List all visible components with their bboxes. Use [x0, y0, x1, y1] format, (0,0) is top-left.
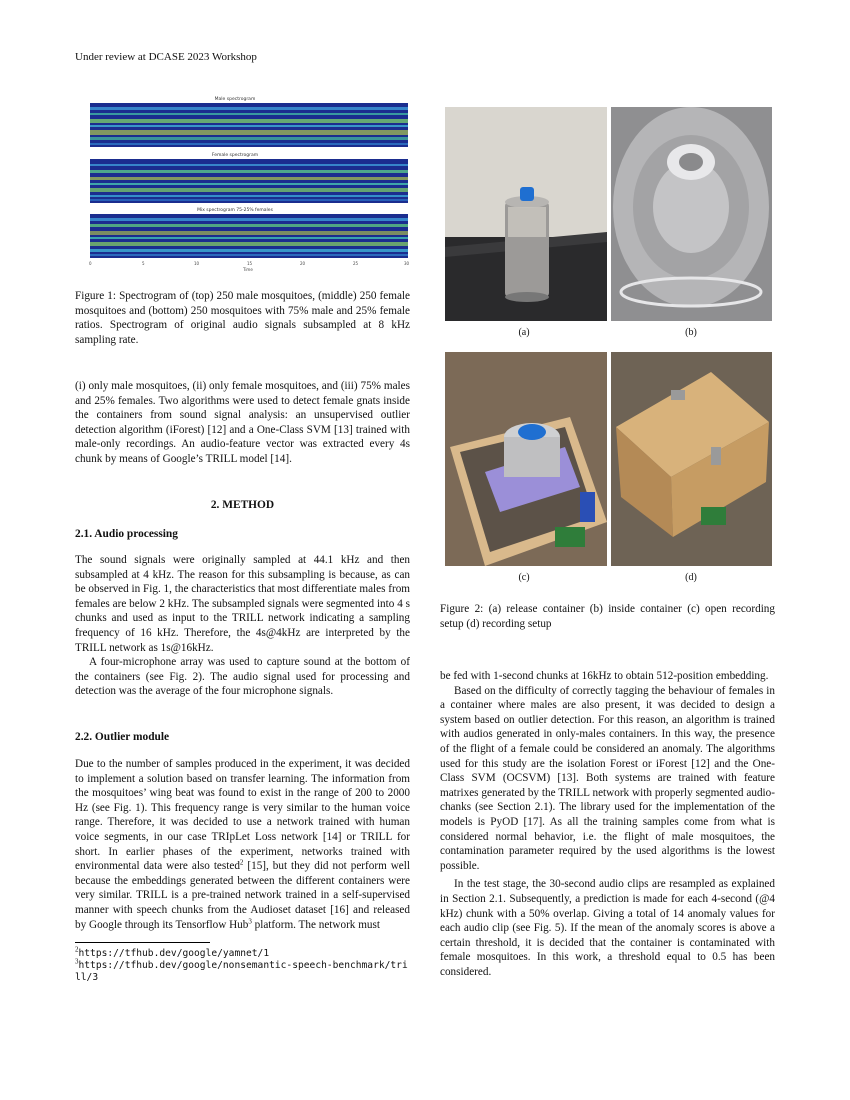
footnote-link[interactable]: https://tfhub.dev/google/nonsemantic-speech-benchmark/trill/3 — [75, 960, 408, 983]
x-tick: 30 — [404, 261, 410, 266]
x-axis-label: Time — [243, 267, 253, 272]
text-run: [15], but they did not perform well because the embeddings generated between the different containers were very similar. TRILL is a pre-trained network trained in a self-supervised manner with speech chunks from the Audioset dataset [16] and released by Google through its Tensorflow Hub — [75, 860, 410, 931]
x-tick: 25 — [353, 261, 359, 266]
spectrogram-mix — [90, 214, 408, 258]
photo-recording-setup — [611, 352, 772, 566]
footnote-divider — [75, 942, 210, 943]
text-run: Due to the number of samples produced in the experiment, it was decided to implement a solution based on transfer learning. The information from the mosquitoes’ wing beat was found to exist in the range of 200 to 2000 Hz (see Fig. 1). This frequency range is very similar to the human voice range. Therefore, it was decided to use a network trained with human voice segments, in our case TRIpLet Loss network [14] or TRILL for short. In earlier phases of the experiment, networks trained with environmental data were also tested — [75, 758, 410, 873]
photo-inside-container — [611, 107, 772, 321]
footnotes — [75, 945, 410, 984]
footnote-link[interactable]: https://tfhub.dev/google/yamnet/1 — [78, 948, 270, 959]
subsection-2-1-heading: 2.1. Audio processing — [75, 528, 178, 540]
paragraph-text — [75, 757, 410, 932]
figure-1-caption: Figure 1: Spectrogram of (top) 250 male mosquitoes, (middle) 250 female mosquitoes and (bottom) 250 mosquitoes with 75% male and 25% female ratios. Spectrogram of original audio signals subsampled at 8 kHz sampling rate. — [75, 290, 410, 346]
spec-title-male: Male spectrogram — [214, 97, 256, 102]
figure-2-label-c: (c) — [518, 572, 530, 583]
footnote-marker: 2 — [239, 858, 244, 867]
paragraph-text: The sound signals were originally sampled at 44.1 kHz and then subsampled at 4 kHz. The reason for this subsampling is because, as can be observed in Fig. 1, the characteristics that most differentiate males from females are below 2 kHz. The subsampled signals were segmented into 4 s chunks and used as input to the TRILL network indicating a sampling frequency of 16 kHz. Therefore, the 4s@4kHz are interpreted by the TRILL network as 1s@16kHz. — [75, 554, 411, 654]
figure-2-caption: Figure 2: (a) release container (b) inside container (c) open recording setup (d) recording setup — [440, 603, 775, 630]
x-tick: 20 — [300, 261, 306, 266]
x-tick: 10 — [194, 261, 200, 266]
spec-title-mix: Mix spectrogram 75-25% females — [197, 208, 273, 213]
photo-release-container — [445, 107, 607, 321]
x-tick: 15 — [247, 261, 253, 266]
intro-paragraph: (i) only male mosquitoes, (ii) only female mosquitoes, and (iii) 75% males and 25% females. Two algorithms were used to detect female gnats inside the containers from sound signal analysis: an unsupervised outlier detection algorithm (iForest) [12] and a One-Class SVM [13] trained with male-only recordings. An audio-feature vector was extracted every 4s chunk by means of Google’s TRILL model [14]. — [75, 380, 410, 465]
running-header: Under review at DCASE 2023 Workshop — [75, 51, 257, 63]
audio-processing-paragraph-1 — [75, 553, 410, 699]
paragraph-text: A four-microphone array was used to capture sound at the bottom of the containers (see Fig. 2). The audio signal used for processing and detection was the average of the four microphone signals. — [75, 656, 410, 698]
photo-open-recording-setup — [445, 352, 607, 566]
subsection-2-2-heading: 2.2. Outlier module — [75, 731, 170, 743]
right-column-text — [440, 669, 775, 979]
spec-title-female: Female spectrogram — [211, 153, 259, 158]
footnote-marker: 3 — [248, 916, 252, 925]
footnote-number: 3 — [75, 957, 79, 966]
figure-2-label-a: (a) — [518, 327, 530, 338]
spectrogram-male — [90, 103, 408, 147]
footnote-3 — [75, 957, 410, 984]
paragraph-text: In the test stage, the 30-second audio clips are resampled as explained in Section 2.1. Subsequently, a prediction is made for each 4-second (@4 kHz) chunk with a 50% overlap. Giving a total of 14 anomaly values for each audio clip (see Fig. 5). If the mean of the anomaly scores is above a certain threshold, it is decided that the container is contaminated with female mosquitoes. In this work, a threshold equal to 0.5 has been considered. — [440, 878, 775, 978]
text-run: platform. The network must — [251, 918, 380, 931]
footnote-number: 2 — [75, 945, 79, 954]
paragraph-text: Based on the difficulty of correctly tagging the behaviour of females in a container where males are also present, it was decided to design a system based on outlier detection. For this reason, an algorithm is trained with audios generated in only-males containers. In this way, the presence of the flight of a female could be considered an anomaly. The algorithms used for this study are the isolation Forest or iForest [12] and the One-Class SVM (OCSVM) [13]. Both systems are trained with feature matrixes generated by the TRILL network with properly segmented audio-chanks (see Section 2.1). The library used for the implementation of the models is PyOD [17]. As all the training samples come from what is considered normal behavior, i.e. the flight of male mosquitoes, the contamination parameter required by the used algorithms is the lowest possible. — [440, 684, 775, 872]
paragraph-text: be fed with 1-second chunks at 16kHz to obtain 512-position embedding. — [440, 670, 769, 682]
figure-2-label-b: (b) — [685, 327, 697, 338]
x-tick: 5 — [142, 261, 145, 266]
section-2-heading: 2. METHOD — [210, 499, 275, 511]
figure-2-label-d: (d) — [685, 572, 697, 583]
figure-1 — [75, 95, 410, 275]
footnote-2 — [75, 945, 410, 960]
x-tick: 0 — [89, 261, 92, 266]
spectrogram-female — [90, 159, 408, 203]
outlier-module-paragraph — [75, 757, 410, 932]
